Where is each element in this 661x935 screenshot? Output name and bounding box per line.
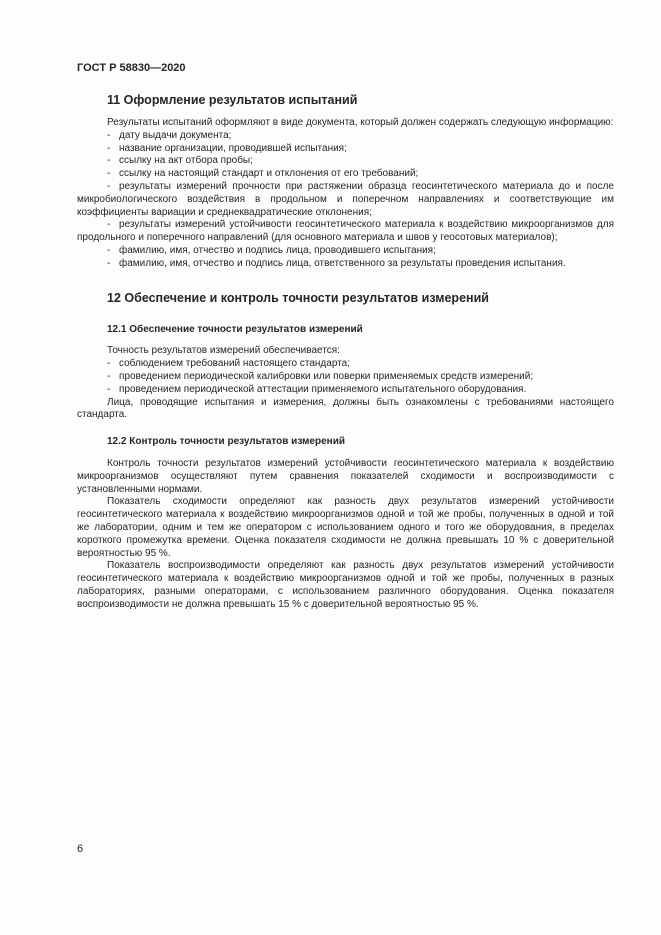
- list-item: - соблюдением требований настоящего стандарта;: [107, 358, 350, 370]
- section-12-1-intro: Точность результатов измерений обеспечивается:: [107, 345, 340, 357]
- section-12-1-title: 12.1 Обеспечение точности результатов измерений: [107, 323, 363, 335]
- list-item: - ссылку на настоящий стандарт и отклонения от его требований;: [107, 168, 419, 180]
- list-item: - фамилию, имя, отчество и подпись лица, ответственного за результаты проведения испытания.: [107, 257, 566, 269]
- standard-header: ГОСТ Р 58830—2020: [77, 62, 186, 74]
- section-11-intro: Результаты испытаний оформляют в виде документа, который должен содержать следующую информацию:: [107, 117, 614, 128]
- list-item: - проведением периодической калибровки или поверки применяемых средств измерений;: [107, 370, 534, 382]
- section-12-1-note: Лица, проводящие испытания и измерения, должны быть ознакомлены с требованиями настоящего стандарта.: [77, 396, 614, 421]
- list-item: - название организации, проводившей испытания;: [107, 142, 347, 154]
- list-item: - дату выдачи документа;: [107, 129, 232, 141]
- section-12-title: 12 Обеспечение и контроль точности результатов измерений: [107, 290, 489, 305]
- list-item: - результаты измерений устойчивости геосинтетического материала к воздействию микроорганизмов для продольного и поперечного направлений (для основного материала и швов у геосотовых материалов);: [77, 219, 614, 244]
- page-number: 6: [77, 843, 84, 855]
- list-item: - фамилию, имя, отчество и подпись лица, проводившего испытания;: [107, 244, 436, 256]
- section-12-2-paragraph-3: Показатель воспроизводимости определяют как разность двух результатов измерений устойчивости геосинтетического материала к воздействию микроорганизмов одной и той же пробы, полученных в разных лабораториях, разными операторами, с использованием различного оборудования. Оценка показателя воспроизводимости не должна превышать 15 % с доверительной вероятностью 95 %.: [77, 560, 614, 610]
- list-item: - результаты измерений прочности при растяжении образца геосинтетического материала до и после микробиологического воздействия в продольном и поперечном направлениях и соответствующие им коэффициенты вариации и среднеквадратические отклонения;: [77, 180, 614, 218]
- section-12-2-title: 12.2 Контроль точности результатов измерений: [107, 436, 346, 448]
- section-12-2-paragraph-1: Контроль точности результатов измерений устойчивости геосинтетического материала к воздействию микроорганизмов осуществляют путем сравнения показателей сходимости и воспроизводимости с установленными нормами.: [77, 457, 614, 495]
- document-body: [77, 92, 614, 612]
- list-item: - ссылку на акт отбора пробы;: [107, 155, 253, 167]
- section-11-title: 11 Оформление результатов испытаний: [107, 93, 358, 107]
- list-item: - проведением периодической аттестации применяемого испытательного оборудования.: [107, 383, 527, 395]
- section-12-2-paragraph-2: Показатель сходимости определяют как разность двух результатов измерений устойчивости геосинтетического материала к воздействию микроорганизмов одной и той же пробы, полученных в одной и той же лаборатории, одним и тем же оператором с использованием одного и того же оборудования, в пределах короткого промежутка времени. Оценка показателя сходимости не должна превышать 10 % с доверительной вероятностью 95 %.: [77, 496, 614, 559]
